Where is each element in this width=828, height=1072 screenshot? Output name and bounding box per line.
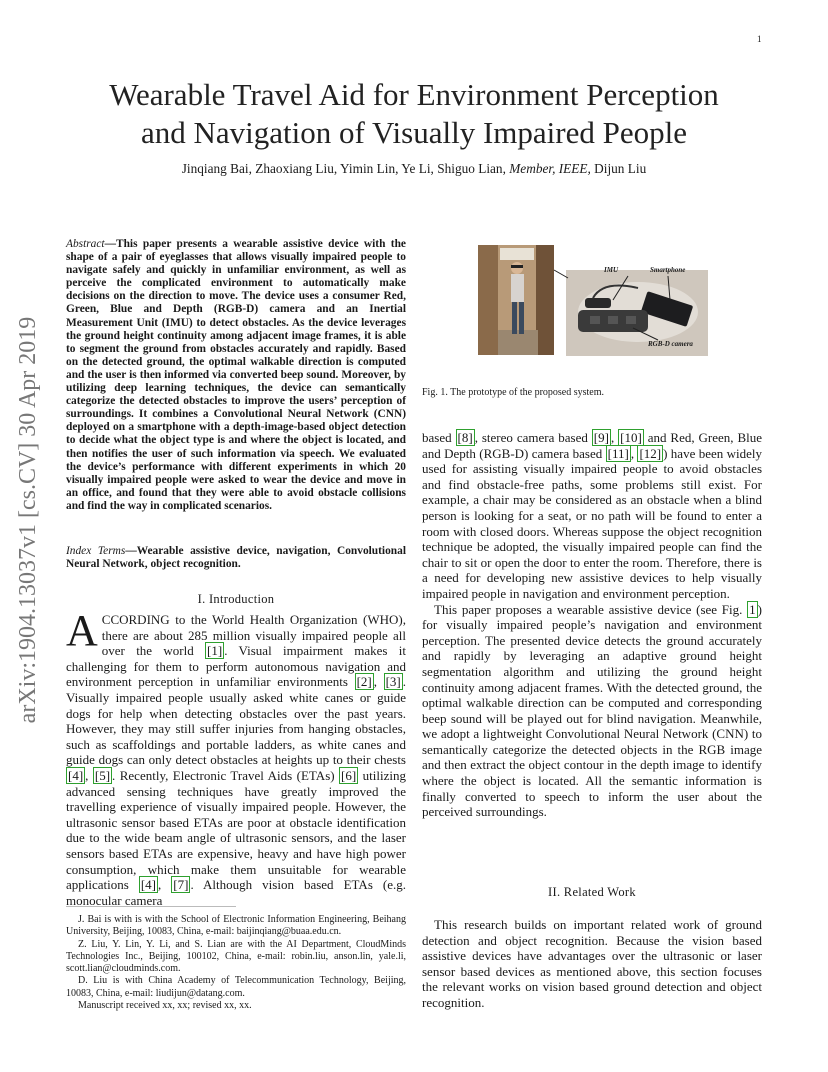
para-text: This paper proposes a wearable assistive device (see Fig. — [434, 601, 748, 617]
para-text: and Red, Green, Blue and Depth (RGB-D) camera based — [422, 430, 763, 461]
abstract — [66, 238, 406, 513]
introduction-paragraph — [66, 606, 406, 908]
figure-label-smartphone: Smartphone — [650, 266, 686, 274]
right-column-paragraphs — [422, 430, 762, 820]
citation-link[interactable]: [8] — [457, 430, 473, 445]
section-heading-introduction: I. Introduction — [197, 592, 275, 606]
citation-link[interactable]: [12] — [639, 445, 662, 461]
related-work-paragraph — [422, 917, 762, 1011]
para-text: , — [630, 445, 638, 461]
citation-link[interactable]: [6] — [341, 767, 357, 783]
title-line-2: and Navigation of Visually Impaired People — [141, 115, 687, 150]
page-number: 1 — [757, 34, 762, 44]
para-text: , stereo camera based — [474, 430, 592, 445]
paragraph: This research builds on important related work of ground detection and object recognition. Because the vision based assistive devices have advantages over the ultrasonic or laser sensor based devices as mentioned above, this section focuses the relevant works on vision based ground detection and object recognition. — [422, 917, 762, 1010]
para-text: based — [422, 430, 456, 445]
para-text: , — [610, 430, 619, 445]
footnotes — [66, 914, 406, 1012]
index-terms-text: —Wearable assistive device, navigation, Convolutional Neural Network, object recognition. — [66, 545, 406, 571]
intro-text: . Visual impairment makes it challenging for them to perform autonomous navigation and environment perception in unfamiliar environments — [66, 643, 406, 690]
abstract-text: —This paper presents a wearable assistive device with the shape of a pair of eyeglasses that allows visually impaired people to navigate safely and quickly in unfamiliar environment, as well as perceive the complicated environment to automatically make decisions on the direction to move. The device uses a consumer Red, Green, Blue and Depth (RGB-D) camera and an Inertial Measurement Unit (IMU) to detect obstacles. As the device leverages the ground height continuity among adjacent image frames, it is able to segment the ground from obstacles accurately and rapidly. Based on the detected ground, the optimal walkable direction is computed and the user is then informed via converted beep sound. Moreover, by utilizing deep learning techniques, the device can semantically categorize the detected obstacles to improve the users’ perception of surroundings. It combines a Convolutional Neural Network (CNN) deployed on a smartphone with a depth-image-based object detection to decide what the object type is and where the object is located, and then notifies the user of such information via speech. We evaluated the device’s performance with different experiments in which 20 visually impaired people were asked to wear the device and move in an office, and found that they were able to avoid obstacle collisions and find the way in complicated scenarios. — [66, 238, 406, 512]
figure-label-rgbd: RGB-D camera — [648, 340, 693, 348]
figure-1-prototype-photo — [478, 240, 708, 356]
section-heading-related-work: II. Related Work — [548, 885, 636, 899]
abstract-lead: Abstract — [66, 238, 105, 250]
citation-link[interactable]: [4] — [140, 877, 157, 893]
figure-label-imu: IMU — [604, 266, 619, 274]
footnote: J. Bai is with is with the School of Electronic Information Engineering, Beihang University, Beijing, 10083, China, e-mail: baijinqiang@buaa.edu.cn. — [66, 914, 406, 938]
citation-link[interactable]: [4] — [68, 767, 84, 783]
authors-main: Jinqiang Bai, Zhaoxiang Liu, Yimin Lin, Ye Li, Shiguo Lian, — [181, 161, 510, 176]
authors-last: Dijun Liu — [590, 161, 647, 176]
figure-caption: Fig. 1. The prototype of the proposed system. — [422, 387, 605, 398]
citation-link[interactable]: [9] — [593, 430, 609, 445]
drop-cap: A — [66, 606, 98, 655]
citation-link[interactable]: [11] — [607, 445, 629, 461]
footnote-rule — [66, 906, 236, 907]
prototype-photo-illustration — [478, 240, 708, 356]
index-terms-lead: Index Terms — [66, 545, 126, 557]
intro-text: utilizing advanced sensing techniques have greatly improved the travelling experience of visually impaired people. However, the ultrasonic sensor based ETAs are poor at obstacle identification due to the wide beam angle of ultrasonic sensors, and the laser sensors based ETAs are expensive, heavy and have high power consumption, which make them unsuitable for wearable applications — [66, 767, 406, 893]
figure-ref-link[interactable]: 1 — [749, 601, 756, 617]
citation-link[interactable]: [10] — [620, 430, 642, 445]
intro-text: . Recently, Electronic Travel Aids (ETAs) — [112, 767, 340, 783]
intro-text: . Although vision based ETAs (e.g. monocular camera — [66, 877, 406, 908]
intro-text: , — [85, 767, 93, 783]
citation-link[interactable]: [5] — [94, 767, 111, 783]
footnote: Manuscript received xx, xx; revised xx, xx. — [78, 1000, 252, 1012]
citation-link[interactable]: [3] — [385, 674, 401, 690]
citation-link[interactable]: [2] — [356, 674, 372, 690]
citation-link[interactable]: [7] — [173, 877, 189, 893]
intro-text: CCORDING to the World Health Organization (WHO), there are about 285 million visually impaired people all over the world — [101, 612, 406, 659]
intro-text: , — [158, 877, 162, 893]
arxiv-identifier: arXiv:1904.13037v1 [cs.CV] 30 Apr 2019 — [15, 316, 41, 724]
footnote: D. Liu is with China Academy of Telecommunication Technology, Beijing, 10083, China, e-mail: liudijun@datang.com. — [66, 975, 406, 999]
index-terms — [66, 545, 406, 571]
para-text: ) for visually impaired people’s navigation and environment perception. The presented device detects the ground accurately and rapidly by leveraging an adaptive ground height segmentation algorithm and utilizing the ground height continuity among adjacent frames. With the detected ground, the optimal walkable direction can be computed and corresponding beep sound will be played out for blind navigation. Meanwhile, we adopt a lightweight Convolutional Neural Network (CNN) to semantically categorize the detected objects in the RGB image and then extract the object contour in the depth image to identify where the object is located. All the semantic information is finally converted to speech to inform the user about the perceived surroundings. — [422, 601, 762, 820]
footnote: Z. Liu, Y. Lin, Y. Li, and S. Lian are with the AI Department, CloudMinds Technologies Inc., Beijing, 100102, China, e-mail: robin.liu, anson.lin, yale.li, scott.lian@cloudminds.com. — [66, 938, 406, 975]
para-text: ) have been widely used for assisting visually impaired people to avoid obstacles and find obstacle-free paths, some problems still exist. For example, a chair may be considered as an obstacle when a blind person is looking for a seat, or no path will be found to enter a room with closed doors. Whereas suppose the object recognition technique be adopted, the visually impaired people can find the chair to sit or open the door to enter the room. Therefore, there is a need for developing new assistive devices to help visually impaired people in navigation and environment perception. — [422, 445, 763, 601]
author-list — [60, 160, 768, 178]
citation-link[interactable]: [1] — [207, 643, 223, 659]
authors-member: Member, IEEE, — [509, 161, 591, 176]
intro-text: . Visually impaired people usually asked white canes or guide dogs for help when detecting obstacles over the past years. However, they may still suffer injuries from hanging obstacles, such as scaffoldings and portable ladders, as white canes and guide dogs can only detect obstacles at heights up to their chests — [66, 674, 406, 768]
title-line-1: Wearable Travel Aid for Environment Perception — [109, 77, 719, 112]
intro-text: , — [373, 674, 384, 690]
paragraph — [422, 602, 762, 820]
paper-title — [60, 76, 768, 152]
paragraph — [422, 430, 762, 602]
